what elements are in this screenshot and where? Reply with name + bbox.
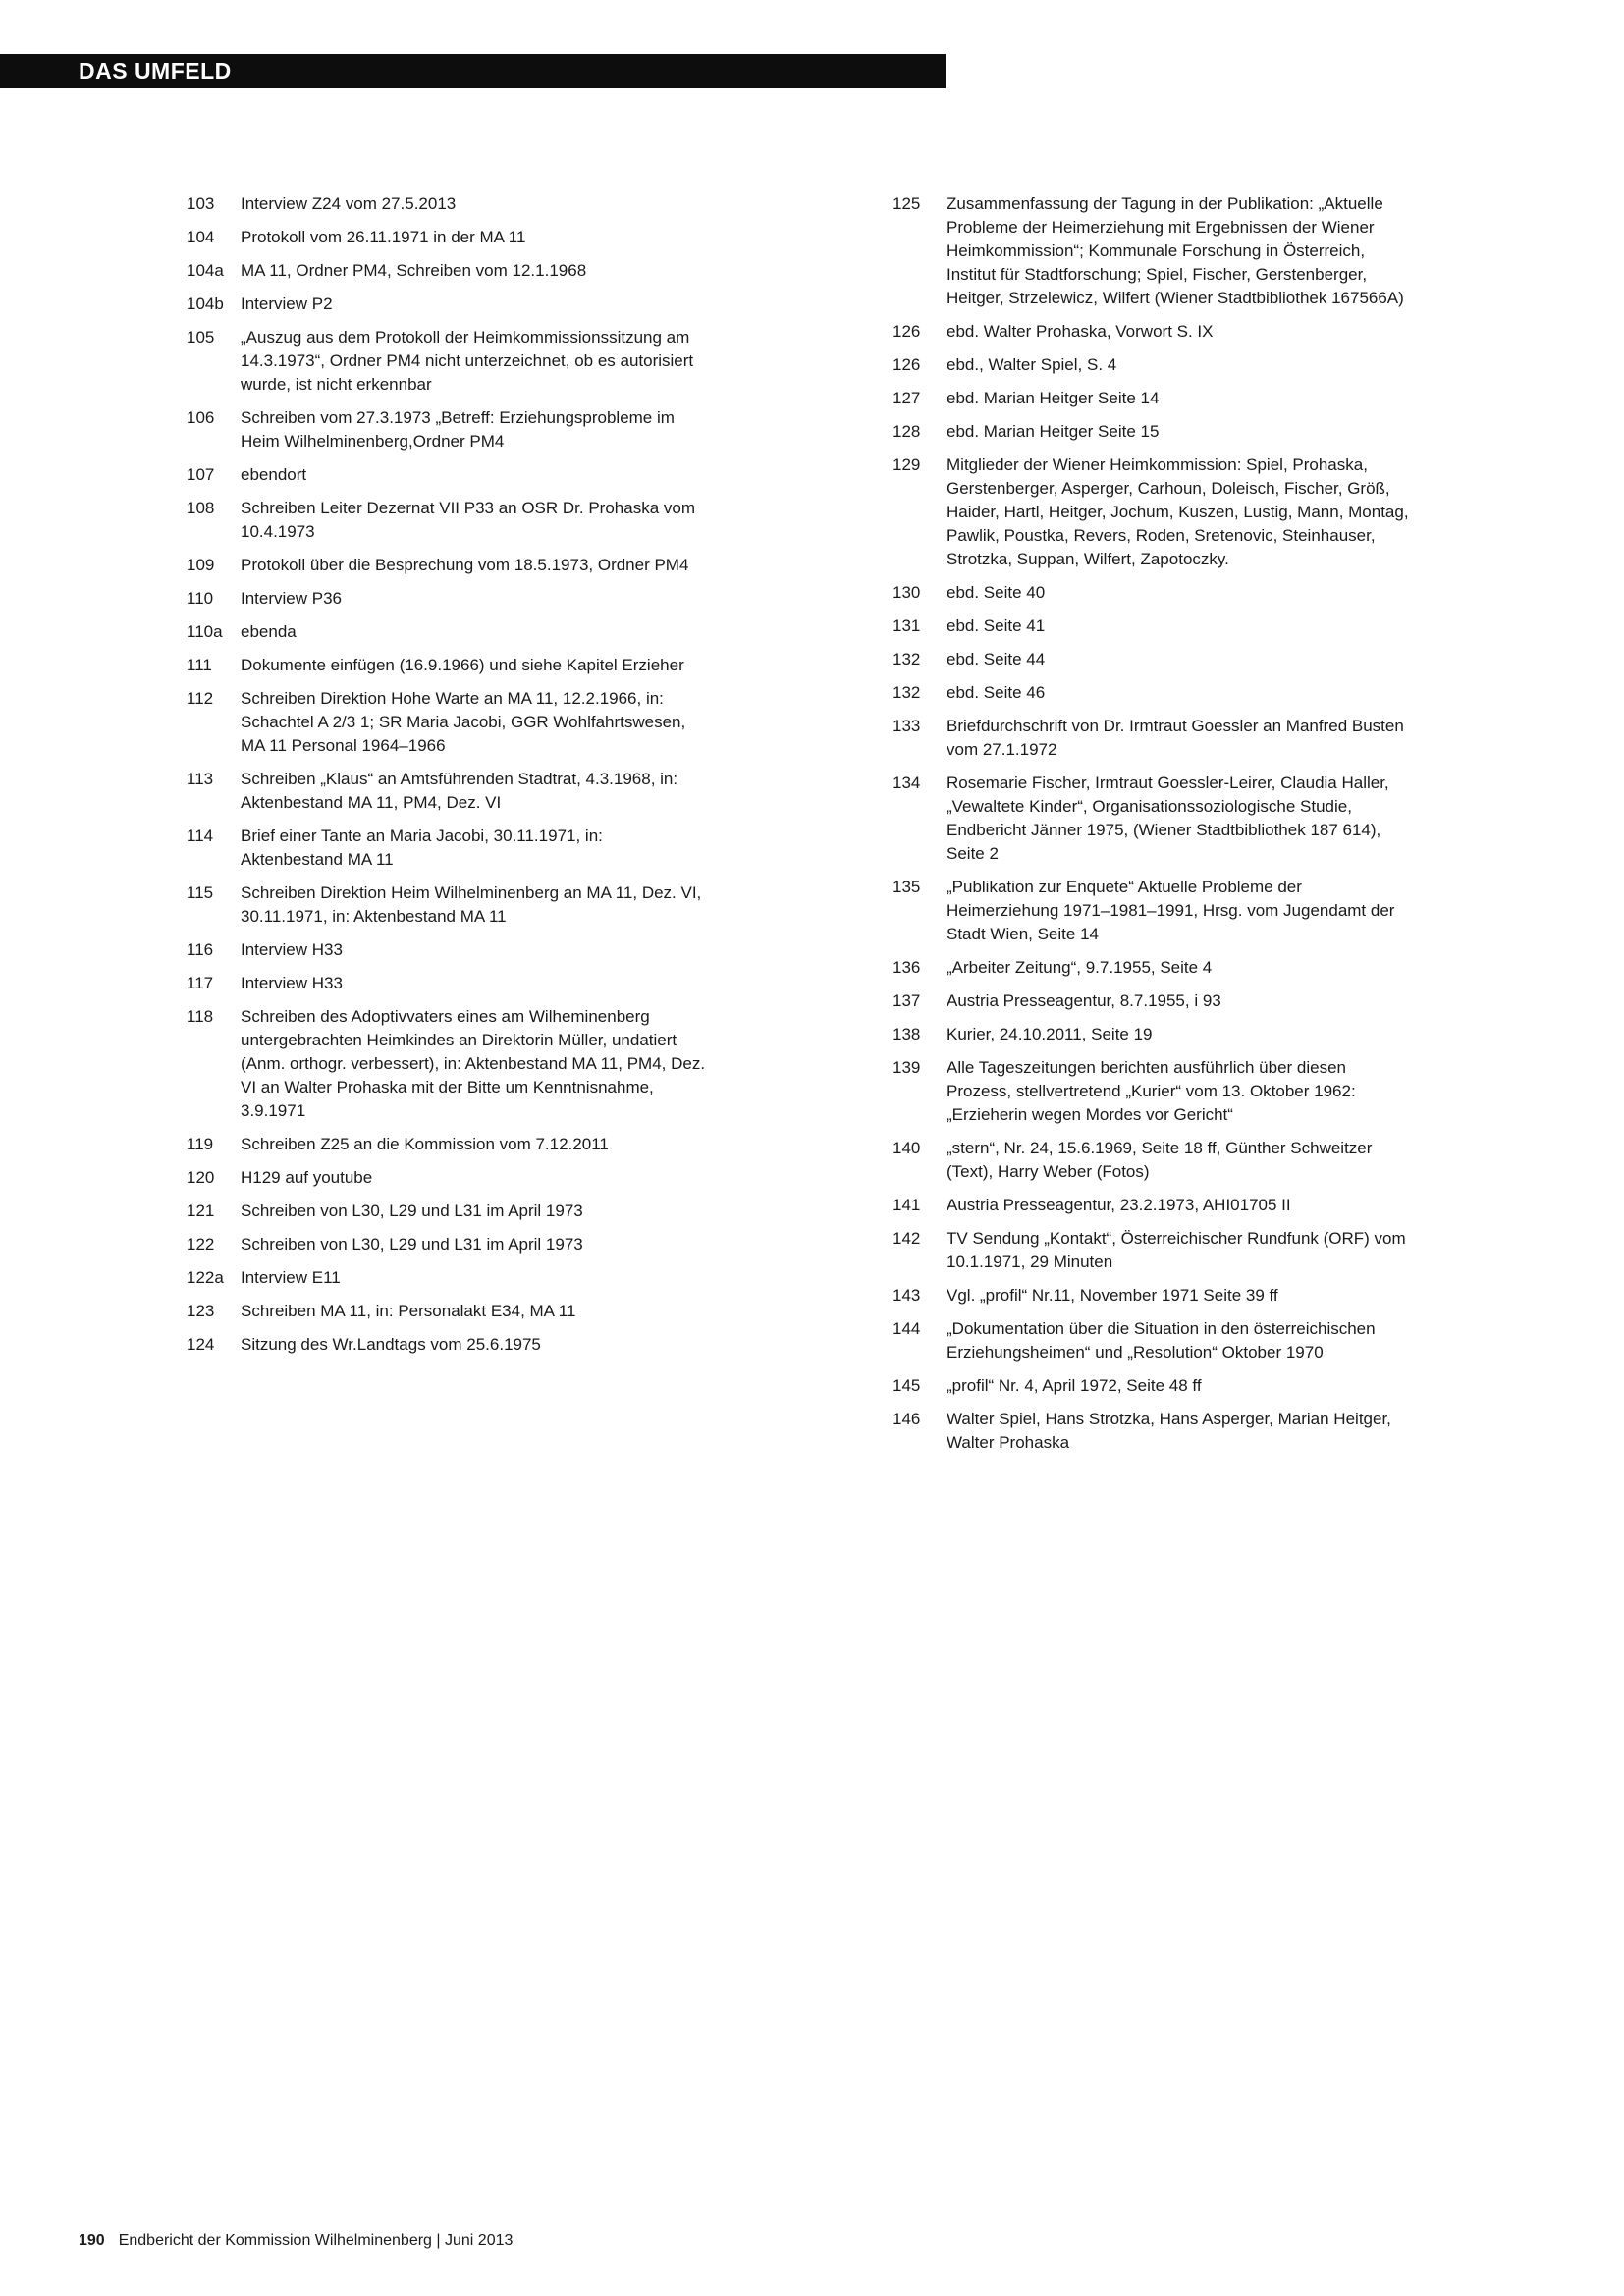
reference-item [187,1233,708,1256]
reference-number: 123 [187,1302,215,1320]
reference-text: Schreiben Direktion Heim Wilhelminenberg an MA 11, Dez. VI, 30.11.1971, in: Aktenbestand MA 11 [241,883,702,926]
reference-item [893,1194,1414,1217]
reference-number: 118 [187,1007,214,1026]
reference-item [187,654,708,677]
reference-item [187,1166,708,1190]
reference-number: 121 [187,1201,215,1220]
reference-number: 110 [187,589,214,608]
reference-text: Schreiben Direktion Hohe Warte an MA 11, 12.2.1966, in: Schachtel A 2/3 1; SR Maria Jacobi, GGR Wohlfahrtswesen, MA 11 Personal 1964–1966 [241,689,686,755]
reference-text: „Arbeiter Zeitung“, 9.7.1955, Seite 4 [947,958,1213,977]
reference-number: 115 [187,883,214,902]
reference-text: Interview P36 [241,589,342,608]
endnotes-column-right [893,192,1414,1465]
reference-text: Rosemarie Fischer, Irmtraut Goessler-Leirer, Claudia Haller, „Vewaltete Kinder“, Organisationssoziologische Studie, Endbericht Jänner 1975, (Wiener Stadtbibliothek 187 614), Seite 2 [947,774,1389,863]
reference-item [187,620,708,644]
reference-number: 127 [893,389,921,407]
reference-text: Schreiben Z25 an die Kommission vom 7.12.2011 [241,1135,609,1153]
reference-number: 124 [187,1335,215,1354]
reference-text: Interview P2 [241,294,333,313]
reference-text: Sitzung des Wr.Landtags vom 25.6.1975 [241,1335,541,1354]
reference-text: TV Sendung „Kontakt“, Österreichischer Rundfunk (ORF) vom 10.1.1971, 29 Minuten [947,1229,1406,1271]
reference-text: Walter Spiel, Hans Strotzka, Hans Asperger, Marian Heitger, Walter Prohaska [947,1410,1391,1452]
reference-item [187,825,708,872]
reference-number: 128 [893,422,921,441]
reference-number: 146 [893,1410,921,1428]
reference-text: ebd. Marian Heitger Seite 14 [947,389,1160,407]
reference-text: Vgl. „profil“ Nr.11, November 1971 Seite 39 ff [947,1286,1278,1305]
reference-text: Schreiben des Adoptivvaters eines am Wilheminenberg untergebrachten Heimkindes an Direktorin Müller, undatiert (Anm. orthogr. verbessert), in: Aktenbestand MA 11, PM4, Dez. VI an Walter Prohaska mit der Bitte um Kenntnisnahme, 3.9.1971 [241,1007,706,1120]
reference-item [187,259,708,283]
reference-item [187,554,708,577]
reference-number: 126 [893,322,921,341]
reference-item [893,1227,1414,1274]
reference-number: 122a [187,1268,224,1287]
reference-item [893,420,1414,444]
reference-text: ebd. Marian Heitger Seite 15 [947,422,1160,441]
reference-item [893,1023,1414,1046]
reference-number: 107 [187,465,215,484]
reference-number: 136 [893,958,921,977]
reference-item [187,293,708,316]
reference-item [187,1300,708,1323]
reference-item [187,1133,708,1156]
reference-item [187,587,708,611]
reference-item [893,192,1414,310]
reference-item [893,387,1414,410]
reference-text: „Dokumentation über die Situation in den österreichischen Erziehungsheimen“ und „Resolution“ Oktober 1970 [947,1319,1376,1362]
reference-item [893,1284,1414,1308]
reference-text: Alle Tageszeitungen berichten ausführlich über diesen Prozess, stellvertretend „Kurier“ vom 13. Oktober 1962: „Erzieherin wegen Mordes vor Gericht“ [947,1058,1356,1124]
reference-item [187,497,708,544]
reference-item [187,192,708,216]
reference-item [187,938,708,962]
reference-text: Schreiben „Klaus“ an Amtsführenden Stadtrat, 4.3.1968, in: Aktenbestand MA 11, PM4, Dez. VI [241,770,678,812]
reference-number: 119 [187,1135,214,1153]
reference-item [187,972,708,995]
reference-item [187,1005,708,1123]
reference-number: 139 [893,1058,921,1077]
reference-number: 112 [187,689,214,708]
endnotes-column-left [187,192,708,1465]
reference-text: Schreiben Leiter Dezernat VII P33 an OSR Dr. Prohaska vom 10.4.1973 [241,499,696,541]
reference-item [187,1200,708,1223]
reference-number: 133 [893,717,921,735]
reference-text: Protokoll vom 26.11.1971 in der MA 11 [241,228,526,246]
reference-text: MA 11, Ordner PM4, Schreiben vom 12.1.1968 [241,261,587,280]
reference-text: „profil“ Nr. 4, April 1972, Seite 48 ff [947,1376,1202,1395]
reference-text: ebd. Seite 46 [947,683,1046,702]
reference-text: ebd. Walter Prohaska, Vorwort S. IX [947,322,1214,341]
reference-item [893,956,1414,980]
reference-number: 113 [187,770,214,788]
reference-number: 129 [893,455,921,474]
reference-text: Schreiben von L30, L29 und L31 im April 1973 [241,1201,583,1220]
reference-number: 122 [187,1235,215,1254]
reference-number: 126 [893,355,921,374]
reference-number: 104b [187,294,224,313]
reference-number: 142 [893,1229,921,1248]
reference-number: 137 [893,991,921,1010]
reference-item [893,454,1414,571]
reference-text: ebd., Walter Spiel, S. 4 [947,355,1117,374]
reference-number: 104 [187,228,215,246]
reference-text: ebenda [241,622,297,641]
reference-text: „Auszug aus dem Protokoll der Heimkommissionssitzung am 14.3.1973“, Ordner PM4 nicht unterzeichnet, ob es autorisiert wurde, ist nicht erkennbar [241,328,694,394]
reference-text: ebd. Seite 41 [947,616,1046,635]
reference-text: Interview H33 [241,974,343,992]
reference-text: Briefdurchschrift von Dr. Irmtraut Goessler an Manfred Busten vom 27.1.1972 [947,717,1404,759]
reference-text: Dokumente einfügen (16.9.1966) und siehe Kapitel Erzieher [241,656,684,674]
reference-text: Schreiben von L30, L29 und L31 im April 1973 [241,1235,583,1254]
reference-number: 103 [187,194,215,213]
reference-text: Mitglieder der Wiener Heimkommission: Spiel, Prohaska, Gerstenberger, Asperger, Carhoun, Doleisch, Fischer, Größ, Haider, Hartl, Heitger, Jochum, Kuszen, Lustig, Mann, Montag, Pawlik, Poustka, Revers, Roden, Sretenovic, Steinhauser, Strotzka, Suppan, Wilfert, Zapotoczky. [947,455,1409,568]
reference-item [187,326,708,397]
reference-item [893,1137,1414,1184]
reference-item [187,463,708,487]
reference-text: Interview H33 [241,940,343,959]
reference-text: Austria Presseagentur, 23.2.1973, AHI01705 II [947,1196,1291,1214]
reference-number: 132 [893,650,921,668]
reference-item [893,1374,1414,1398]
reference-item [893,715,1414,762]
reference-text: Interview E11 [241,1268,341,1287]
reference-text: H129 auf youtube [241,1168,373,1187]
reference-text: ebendort [241,465,307,484]
reference-number: 108 [187,499,215,517]
reference-text: Interview Z24 vom 27.5.2013 [241,194,457,213]
reference-item [893,320,1414,344]
reference-item [893,614,1414,638]
reference-number: 143 [893,1286,921,1305]
reference-item [893,1056,1414,1127]
reference-number: 106 [187,408,215,427]
reference-item [187,768,708,815]
reference-number: 141 [893,1196,921,1214]
footer-text: Endbericht der Kommission Wilhelminenberg | Juni 2013 [118,2232,514,2249]
reference-item [893,581,1414,605]
reference-number: 114 [187,827,214,845]
reference-item [187,1333,708,1357]
reference-text: „Publikation zur Enquete“ Aktuelle Probleme der Heimerziehung 1971–1981–1991, Hrsg. vom Jugendamt der Stadt Wien, Seite 14 [947,878,1395,943]
section-title: DAS UMFELD [79,58,232,83]
page-footer [79,2230,513,2252]
reference-item [187,1266,708,1290]
reference-item [187,881,708,929]
reference-item [893,989,1414,1013]
reference-item [187,687,708,758]
reference-item [893,876,1414,946]
reference-number: 144 [893,1319,921,1338]
reference-number: 120 [187,1168,215,1187]
page-number: 190 [79,2232,105,2249]
reference-number: 131 [893,616,921,635]
reference-item [893,772,1414,866]
reference-number: 117 [187,974,214,992]
reference-text: Zusammenfassung der Tagung in der Publikation: „Aktuelle Probleme der Heimerziehung mit Ergebnissen der Wiener Heimkommission“; Kommunale Forschung in Österreich, Institut für Stadtforschung; Spiel, Fischer, Gerstenberger, Heitger, Strzelewicz, Wilfert (Wiener Stadtbibliothek 167566A) [947,194,1404,307]
reference-number: 111 [187,656,212,674]
endnotes-content [187,192,1414,1465]
reference-number: 109 [187,556,215,574]
section-header-bar [0,54,946,88]
reference-text: „stern“, Nr. 24, 15.6.1969, Seite 18 ff, Günther Schweitzer (Text), Harry Weber (Fotos) [947,1139,1373,1181]
reference-text: Kurier, 24.10.2011, Seite 19 [947,1025,1153,1043]
reference-number: 140 [893,1139,921,1157]
reference-number: 125 [893,194,921,213]
reference-number: 132 [893,683,921,702]
reference-number: 138 [893,1025,921,1043]
reference-text: Protokoll über die Besprechung vom 18.5.1973, Ordner PM4 [241,556,689,574]
reference-text: ebd. Seite 40 [947,583,1046,602]
reference-number: 134 [893,774,921,792]
reference-text: Austria Presseagentur, 8.7.1955, i 93 [947,991,1221,1010]
reference-text: Brief einer Tante an Maria Jacobi, 30.11.1971, in: Aktenbestand MA 11 [241,827,603,869]
reference-item [893,648,1414,671]
reference-item [893,1317,1414,1364]
reference-item [893,681,1414,705]
reference-number: 116 [187,940,214,959]
reference-item [893,353,1414,377]
reference-item [187,406,708,454]
reference-item [187,226,708,249]
reference-number: 105 [187,328,215,347]
reference-text: Schreiben vom 27.3.1973 „Betreff: Erziehungsprobleme im Heim Wilhelminenberg,Ordner PM4 [241,408,675,451]
reference-item [893,1408,1414,1455]
reference-number: 110a [187,622,223,641]
reference-number: 145 [893,1376,921,1395]
reference-number: 135 [893,878,921,896]
reference-number: 130 [893,583,921,602]
reference-number: 104a [187,261,224,280]
reference-text: Schreiben MA 11, in: Personalakt E34, MA 11 [241,1302,576,1320]
reference-text: ebd. Seite 44 [947,650,1046,668]
